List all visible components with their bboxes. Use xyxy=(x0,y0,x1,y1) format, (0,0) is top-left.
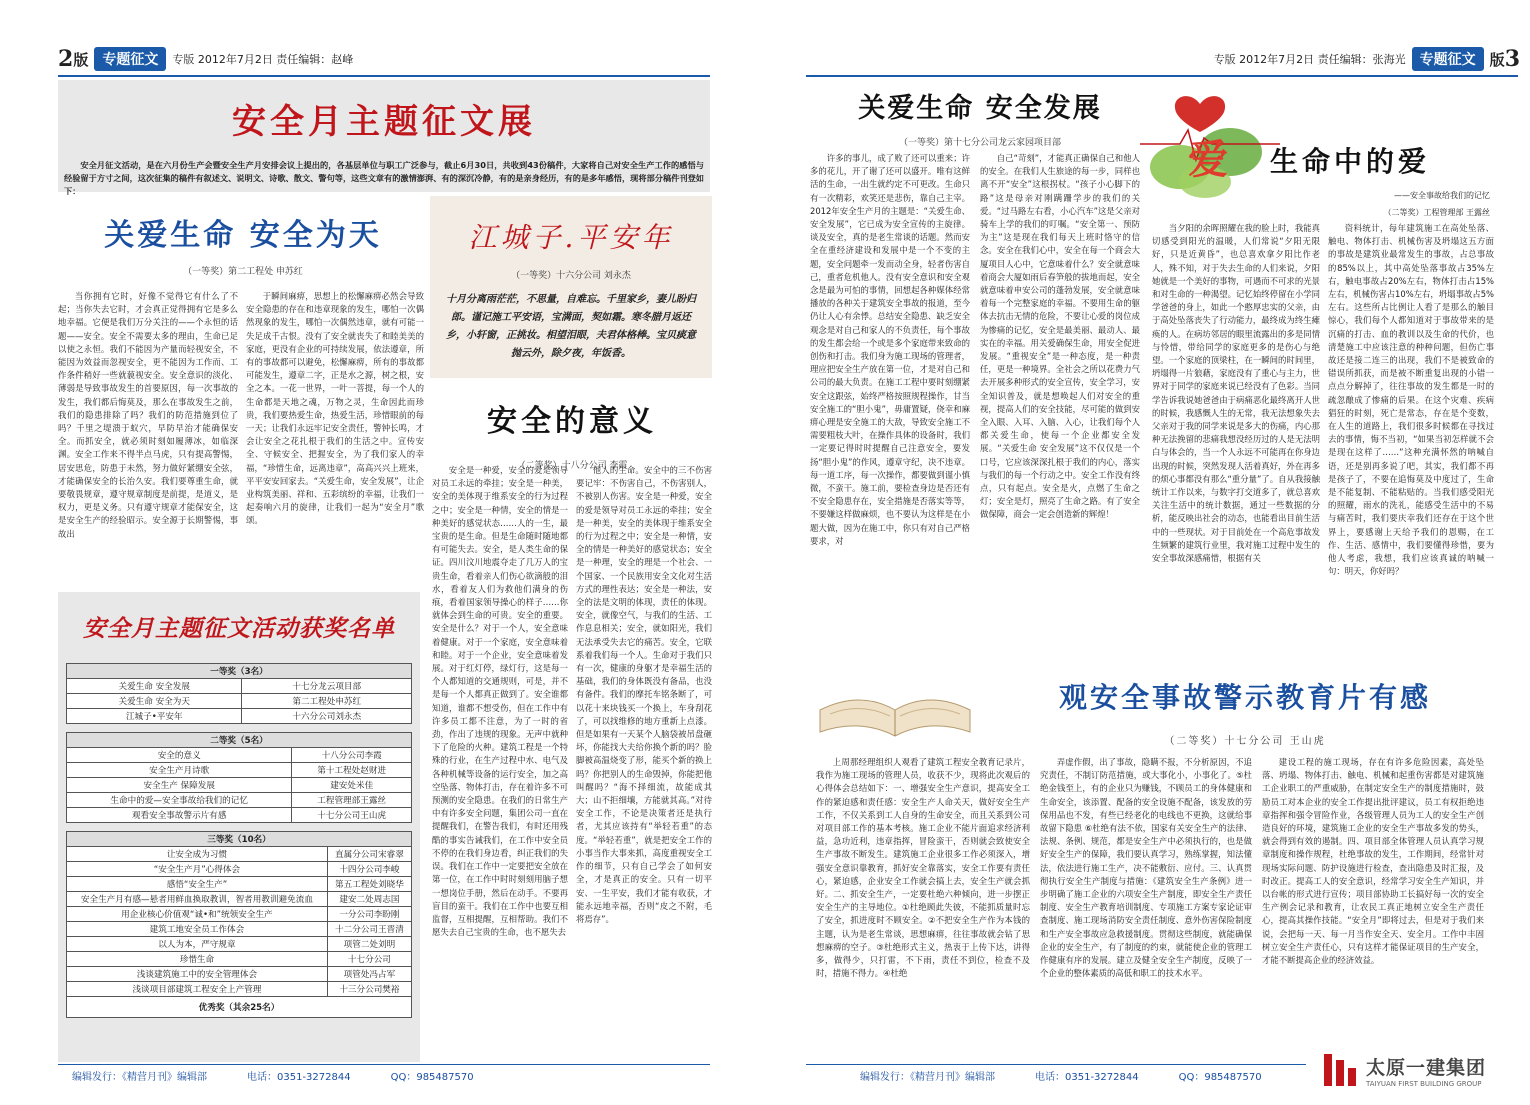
award-article: 安全的意义 xyxy=(67,748,292,763)
table-row xyxy=(67,808,412,823)
header-info: 专版 2012年7月2日 责任编辑：赵峰 xyxy=(172,53,354,66)
award-article: 以人为本，严守规章 xyxy=(67,937,328,952)
r-article-3-byline: （二等奖）十七分公司 王山虎 xyxy=(1164,736,1326,747)
table-row xyxy=(67,847,412,862)
award-article: 关爱生命 安全发展 xyxy=(67,679,242,694)
awards-table-1 xyxy=(66,663,412,724)
award-article: 感悟“安全生产” xyxy=(67,877,328,892)
r-article-1-byline: （一等奖）第十七分公司龙云家园项目部 xyxy=(898,138,1061,148)
award-winner: 第十工程处赵财进 xyxy=(292,763,412,778)
article-3-col1-text: 安全是一种爱，安全的爱是领导对员工永远的牵挂；安全是一种美，安全的美体现于维系安全的行为过程之中；安全是一种情，安全的情是一种美好的感觉状态……人的一生，最宝贵的是生命。但是生命随时随地都有可能失去。安全，是人类生命的保证。四川汶川地震夺走了几万人的宝贵生命，看着亲人们伤心欲滴般的泪水，看着友人们为救他们满身的伤痕，看着国家领导操心的样子……你就体会到生命的可贵。安全的重要。安全是什么？对于一个人，安全意味着健康。对于一个家庭，安全意味着和睦。对于一个企业，安全意味着发展。对于红灯停，绿灯行，这是每一个人都知道的交通规则，可是，并不是每一个人都真正做到了。安全谁都知道，谁都不想受伤，但在工作中有许多员工都不注意，为了一时的省劲，作出了违规的现象。无声中就种下了危险的火种。建筑工程是一个特殊的行业，在生产过程中水、电气及各种机械等设备的运行安全，加之高空坠落、物体打击，存在着许多不可预测的安全隐患。在我们的日常生产中有许多安全问题，集团公司一直在提醒我们，在警告我们，有时还用残酷的事实告诫我们，在工作中安全员不停的在我们身边看，纠正我们的失误。我们在工作中一定要把安全放在第一位，在工作中时时刻刻用脑子想一想岗位手册，然后在动手。不要再盲目的蛮干。我们在工作中也要互相监督，互相提醒，互相帮助。我们不愿失去自己宝贵的生命，也不愿失去 xyxy=(432,465,568,938)
awards-tables xyxy=(66,663,412,1018)
footer-qq: QQ：985487570 xyxy=(1178,1072,1262,1083)
award-winner: 十七分公司 xyxy=(327,952,411,967)
table-row xyxy=(67,694,412,709)
award-article: 安全生产月有感—悬者用鲜血换取教训，智者用教训避免流血 xyxy=(67,892,328,907)
footer-publisher: 编辑发行：《精营月刊》编辑部 xyxy=(860,1072,995,1083)
article-1-byline: （一等奖）第二工程处 申苏红 xyxy=(183,267,303,277)
right-page xyxy=(790,0,1530,1105)
award-winner: 建安处米佳 xyxy=(292,778,412,793)
r-article-2-col2 xyxy=(1328,222,1494,662)
award-winner: 十三分公司樊裕 xyxy=(327,982,411,997)
article-1-col2-text: 于瞬间麻痹，思想上的松懈麻痹必然会导致安全隐患的存在和违章现象的发生，哪怕一次偶然现象的发生，哪怕一次偶然违章，就有可能一失足成千古恨。没有了安全就丧失了和睦美美的家庭，更没有企业的可持续发展，依法遵章，所有的事故都可以避免，松懈麻痹，所有的事故都可能发生，遵章二字，正是水之源，树之根，安全之本。一花一世界，一叶一菩提，每一个人的生命都是天地之魂，万物之灵，生命因此而珍贵，我们要热爱生命，热爱生活，珍惜眼前的每一天；让我们永远牢记安全责任，警钟长鸣，才会让安全之花扎根于我们的生活之中。宣传安全、守候安全、把握安全，为了我们家人的幸福，“珍惜生命，远离违章”，高高兴兴上班来，平平安安回家去。“关爱生命，安全发展”，让企业构筑美丽、祥和、五彩缤纷的幸福，让我们一起奏响六月的旋律，让我们一起为“安全月”歌颂。 xyxy=(246,291,424,526)
table-row xyxy=(67,748,412,763)
award-winner: 第五工程处刘晓华 xyxy=(327,877,411,892)
r-article-1-col1-text: 许多的事儿，成了败了还可以重来；许多的花儿，开了谢了还可以盛开。唯有这鲜活的生命，一出生就约定不可更改。生命只有一次精彩，欢笑还是悲伤，靠自己主宰。2012年安全生产月的主题是：“关爱生命、安全发展”，它已成为安全宣传的主旋律。谈及安全，真的是老生常谈的话题。然而安全在重经济建设和发展中是一个不变的主题，安全问题牵一发而动全身，轻者伤害自己，重者危机他人。没有安全意识和安全观念是最为可怕的事情，回想起各种媒体经常播放的各种关于建筑安全事故的报道，至今仍让人心有余悸。总结安全隐患、缺乏安全观念是对自己和家人的不负责任，每个事故的发生都会给一个或是多个家庭带来致命的创伤和打击。我们身为施工现场的管理者，理应把安全生产放在第一位，才是对自己和公司的最大负责。在施工工程中要时刻绷紧安全这跟弦，始终严格按照规程操作，甘当安全施工的“胆小鬼”，毋庸置疑，侥幸和麻痹心理是安全施工的大敌，导致安全施工不需要粗枝大叶，在操作具体的设备时，我们一定要记得时时提醒自己注意安全，要发扬“胆小鬼”的作风，遵章守纪，决不违章。每一道工序，每一次操作，都要做到谨小慎微，不蛮干。施工前，要检查身边是否还有不安全隐患存在，安全措施是否落实等等，不要嫌这样做麻烦，也不要认为这样是在小题大做，因为在施工中，你只有对自己严格要求，对 xyxy=(810,153,970,546)
poem-title: 江城子.平安年 xyxy=(468,221,674,254)
award-winner: 第二工程处申苏红 xyxy=(242,694,412,709)
award-winner: 项管二处刘明 xyxy=(327,937,411,952)
r-article-2 xyxy=(1270,140,1490,218)
r-article-1-title: 关爱生命 安全发展 xyxy=(858,93,1102,124)
award-winner: 十四分公司李峻 xyxy=(327,862,411,877)
r-article-3-col1-text: 上周那经理组织人观看了建筑工程安全教育记录片，我作为施工现场的管理人员，收获不少，现将此次观后的心得体会总结如下：一、增强安全生产意识，提高安全工作的紧迫感和责任感：安全生产人命关天，做好安全生产工作，不仅关系到工人自身的生命安全，而且关系到公司对项目部工作的基本考核。施工企业不能片面追求经济利益，急功近利，违章指挥，冒险蛮干，否则就会致使安全生产事故不断发生。建筑施工企业很多工作必须深入，增强安全意识靠教育，抓好安全靠落实，安全工作要有责任心，紧迫感，企业安全工作就会搞上去，安全生产就会抓好。二、抓安全生产，一定要杜绝六种倾向，进一步摆正安全生产的主导地位。①杜绝顾此失彼，不能抓质量时忘了安全，抓进度时不顾安全。②不把安全生产作为本钱的主题，认为是老生常谈，思想麻痹，往往事故就会钻了思想麻痹的空子。③杜绝形式主义，热衷于上传下达，讲得多，做得少，只打雷，不下雨，责任不到位，检查不及时，措施不得力。④杜绝 xyxy=(816,757,1030,979)
award-article: 安全生产 保障发展 xyxy=(67,778,292,793)
company-logo xyxy=(1320,1044,1525,1096)
table-row xyxy=(67,982,412,997)
r-article-2-col2-text: 资料统计，每年建筑施工在高处坠落、触电、物体打击、机械伤害及坍塌这五方面的事故是建筑业最常发生的事故，占总事故的85%以上，其中高处坠落事故占35%左右，触电事故占20%左右，物体打击占15%左右，机械伤害占10%左右，坍塌事故占5%左右。这些所占比例让人看了是那么的触目惊心，我们每个人都知道对于事故带来的是沉痛的打击、血的教训以及生命的代价，也清楚施工中应该注意的种种问题，但伤亡事故还是接二连三的出现，我们不是被致命的错误所抓获，而是被不断重复出现的小错一点点分解掉了，往往事故的发生都是一时的疏忽酿成了惨痛的后果。在这个灾难、疾病猖狂的时刻，死亡是常态，存在是个变数，在人生的道路上，我们很多时候都在寻找过去的事情，悔不当初，“如果当初怎样就不会是现在这样了……”这种充满怀然的呐喊自语，还是别再多说了吧，其实，我们都不再是孩子了，不要在追悔莫及中度过了，生命是不能复制、不能粘贴的。当我们感受阳光的照耀，雨水的洗礼，能感受生活中的不易与痛苦时，我们要庆幸我们还存在于这个世界上，要感谢上天给予我们的恩赐，在工作、生活、感情中，我们要懂得珍惜，要为他人考虑，我想，我们应该真诚的呐喊一句：明天，你好吗？ xyxy=(1328,223,1494,577)
article-3-col2-text: 他人的生命。安全中的三不伤害要记牢：不伤害自己，不伤害别人，不被别人伤害。安全是一种爱，安全的爱是领导对员工永远的牵挂；安全是一种美，安全的美体现于维系安全的行为过程之中；安全是一种情，安全的情是一种美好的感觉状态；安全是一种理，安全的理是一个社会、一个国家、一个民族用安全文化对生活方式的理性表达；安全是一种法，安全的法是文明的体现，责任的体现。安全，就像空气，与我们的生活、工作息息相关；安全，就如阳光，我们无法承受失去它的痛苦。安全，它联系着我们每一个人。生命对于我们只有一次，健康的身躯才是幸福生活的基础，我们的身体既没有备品，也没有备件。我们的摩托车铭条断了，可以花十来块钱买一个换上，车身刮花了，可以找维修的地方重新上点漆。但是如果有一天某个人脑袋被吊盘砸坏，你能找大夫给你换个新的吗？脸脚被高温烧变了形，能买个新的换上吗？你把别人的生命毁掉，你能把他叫醒吗？“海不择细流，故能成其大；山不拒细壤，方能就其高。”对待安全工作，不论是决策者还是执行者，尤其应该持有“举轻若重”的态度。“举轻若重”，就是把安全工作的小事当作大事来抓，高度重视安全工作的细节，只有自己学会了如何安全，才是真正的安全。只有一切平安、一生平安，我们才能有收获，才能永远地幸福，否则“皮之不附，毛将焉存”。 xyxy=(576,465,712,924)
header-rule xyxy=(58,75,710,77)
award-winner: 十七分龙云项目部 xyxy=(242,679,412,694)
header-info: 专版 2012年7月2日 责任编辑：张海光 xyxy=(1213,53,1406,66)
left-header xyxy=(58,44,758,74)
love-char: 爱 xyxy=(1188,136,1228,183)
awards-title: 安全月主题征文活动获奖名单 xyxy=(83,615,395,642)
footer-publisher: 编辑发行：《精营月刊》编辑部 xyxy=(72,1072,207,1083)
footer-qq: QQ：985487570 xyxy=(390,1072,474,1083)
r-article-2-title: 生命中的爱 xyxy=(1270,145,1431,178)
r-article-2-subtitle: ——安全事故给我们的记忆 xyxy=(1394,191,1490,200)
awards-group-header: 二等奖（5名） xyxy=(67,733,412,748)
article-1-col1-text: 当你拥有它时，好像不觉得它有什么了不起；当你失去它时，才会真正觉得拥有它是多么地幸福。它便是我们万分关注的——个永恒的话题——安全。安全不需要太多的理由，生命已足以使之永恒。我们不能因为产量而轻视安全，不能因为效益而忽视安全，更不能因为工作而、工作条件稍好一些就藐视安全。安全意识的淡化、薄弱是导致事故发生的首要原因，每一次事故的发生，我们都后悔莫及，那么在事故发生之前，我们的隐患排除了吗？我们的防范措施到位了吗？千里之堤溃于蚁穴，早防早治才能确保安全。而抓安全，就必须时刻如履薄冰，如临深渊。安全工作来不得半点马虎，只有提高警惕，居安思危，防患于未然，努力做好紧绷安全弦，才能确保安全的长治久安。我们要尊重生命，就要敬畏规章，遵守规章制度是前提，是道义，是权力，更是义务。只有遵守规章才能保安全，这是安全生产的经验昭示。安全源于长期警惕，事故出 xyxy=(58,291,238,539)
ban-label: 版 xyxy=(73,50,89,69)
logo-mark-icon xyxy=(1320,1050,1360,1090)
poem-box xyxy=(430,196,712,378)
r-article-1-col2 xyxy=(980,152,1140,662)
awards-box xyxy=(58,592,420,1062)
award-article: “安全生产月”心得体会 xyxy=(67,862,328,877)
award-article: 江城子•平安年 xyxy=(67,709,242,724)
article-1-col2 xyxy=(246,290,424,580)
awards-table-3 xyxy=(66,831,412,1018)
award-winner: 十二分公司王晋清 xyxy=(327,922,411,937)
main-title: 安全月主题征文展 xyxy=(232,102,536,142)
left-page xyxy=(0,0,760,1105)
award-article: 浅谈项目部建筑工程安全上产管理 xyxy=(67,982,328,997)
page-number: 3 xyxy=(1504,46,1520,72)
page-number: 2 xyxy=(58,46,74,72)
excellent-award: 优秀奖（其余25名） xyxy=(67,997,412,1018)
footer-phone: 电话：0351-3272844 xyxy=(1035,1072,1139,1083)
section-tag: 专题征文 xyxy=(1412,47,1484,71)
r-article-3 xyxy=(990,676,1500,747)
article-3 xyxy=(432,396,712,471)
r-article-3-col3 xyxy=(1262,756,1484,1056)
table-row xyxy=(67,778,412,793)
table-row xyxy=(67,967,412,982)
left-footer xyxy=(72,1068,474,1083)
table-row xyxy=(67,709,412,724)
header-rule xyxy=(806,75,1518,77)
poem-byline: （一等奖）十六分公司 刘永杰 xyxy=(511,271,631,281)
award-winner: 工程管理部王露丝 xyxy=(292,793,412,808)
award-article: 浅谈建筑施工中的安全管理体会 xyxy=(67,967,328,982)
footer-rule xyxy=(806,1064,1306,1065)
article-1-col1 xyxy=(58,290,238,580)
r-article-3-col1 xyxy=(816,756,1030,1056)
award-winner: 直属分公司宋睿翠 xyxy=(327,847,411,862)
award-article: 用企业核心价值观“诚•和”统领安全生产 xyxy=(67,907,328,922)
r-article-2-col1 xyxy=(1152,222,1320,662)
right-footer xyxy=(860,1068,1262,1083)
table-row xyxy=(67,907,412,922)
footer-phone: 电话：0351-3272844 xyxy=(247,1072,351,1083)
r-article-3-col2 xyxy=(1040,756,1252,1056)
article-1-title: 关爱生命 安全为天 xyxy=(104,218,382,253)
r-article-3-title: 观安全事故警示教育片有感 xyxy=(1058,681,1431,714)
ban-label: 版 xyxy=(1489,50,1505,69)
awards-table-2 xyxy=(66,732,412,823)
table-row xyxy=(67,877,412,892)
r-article-2-byline: （二等奖）工程管理部 王露丝 xyxy=(1383,208,1490,217)
table-row xyxy=(67,763,412,778)
award-article: 珍惜生命 xyxy=(67,952,328,967)
r-article-2-col1-text: 当夕阳的余晖照耀在我的脸上时，我能真切感受到阳光的温暖，人们常说“夕阳无限好，只是近黄昏”，也总喜欢拿夕阳比作老人，殊不知，对于失去生命的人们来说，夕阳她就是一个美好的事物，可遇而不可求的光景和对生命的一种渴望。记忆始终停留在小学同学爸爸的身上，如此一个憨厚忠实的父亲，由于高处坠落丧失了行动能力，最终成为终生瘫痪的人。在病坊邻居的眼里流露出的多是同情与怜惜，带给同学的家庭更多的是伤心与绝望。一个家庭的顶梁柱，在一瞬间的时间里，坍塌得一片狼藉，家庭没有了重心与主力，世界对于同学的家庭来说已经没有了色彩。当同学告诉我说她爸爸由于病痛恶化最终离开人世的时候，我感慨人生的无常，我无法想象失去父亲对于我的同学来说是多大的伤痛，内心那种无法挽留的悲痛我想没经历过的人是无法明白与体会的，当一个人永远不可能再在你身边出现的时候，突然发现人活着真好，外在再多的烦心事都没有那么“重分量”了。自从我接触统计工作以来，与数字打交道多了，就总喜欢关注生活中的统计数据，通过一些数据的分析，能反映出社会的动态，也能看出目前生活中的一些现状。对于目前处在一个高危事故发生频繁的建筑行业里，我对施工过程中发生的安全事故深感痛惜，根据有关 xyxy=(1152,223,1320,564)
right-header xyxy=(1120,44,1520,74)
intro-text: 安全月征文活动，是在六月份生产会暨安全生产月安排会议上提出的，各基层单位与职工广泛参与，截止6月30日，共收到43份稿件，大家将自己对安全生产工作的感悟与经验留于方寸之间，这次征集的稿件有叙述文、说明文、诗歌、散文、警句等，这些文章有的激情澎湃、有的深沉冷静，有的是亲身经历，有的是多年感悟，现将部分稿件刊登如下： xyxy=(64,160,704,196)
article-3-col1 xyxy=(432,464,568,1056)
footer-rule xyxy=(58,1064,710,1065)
award-article: 关爱生命 安全为天 xyxy=(67,694,242,709)
award-winner: 十七分公司王山虎 xyxy=(292,808,412,823)
table-row xyxy=(67,862,412,877)
awards-group-header: 三等奖（10名） xyxy=(67,832,412,847)
awards-group-header: 一等奖（3名） xyxy=(67,664,412,679)
award-winner: 建安二处周志国 xyxy=(327,892,411,907)
award-article: 生命中的爱—安全事故给我们的记忆 xyxy=(67,793,292,808)
table-row xyxy=(67,892,412,907)
table-row xyxy=(67,793,412,808)
article-1 xyxy=(58,210,428,277)
award-article: 安全生产月诗歌 xyxy=(67,763,292,778)
table-row xyxy=(67,952,412,967)
award-article: 让安全成为习惯 xyxy=(67,847,328,862)
r-article-3-col3-text: 建设工程的施工现场，存在有许多危险因素，高处坠落、坍塌、物体打击、触电、机械和起重伤害都是对建筑施工企业职工的严重威胁，在制定安全生产的制度措施时，鼓励员工对本企业的安全工作提出批评建议，员工有权拒绝违章指挥和强令冒险作业，各级管理人员为工人的安全生产创造良好的环境，建筑施工企业的安全生产事故多发的势头，就会得到有效的遏制。四、项目部全体管理人员认真学习规章制度和操作规程，杜绝事故的发生，工作期间，经常针对现场实际问题、防护设施进行检查，查出隐患及时汇报，及时改正。提高工人的安全意识，经常学习安全生产知识，并以台帐的形式进行宣传；项目部协助工长搞好每一次的安全生产例会记录和教育，让农民工真正地树立安全生产责任心，提高其操作技能。“安全月”即将过去，但是对于我们来说，会把每一天、每一月当作安全天、安全月。工作中丰固树立安全生产责任心，只有这样才能保证项目的生产安全，才能不断提高企业的经济效益。 xyxy=(1262,757,1484,966)
award-winner: 一分公司李盼刚 xyxy=(327,907,411,922)
r-article-3-col2-text: 弄虚作假，出了事故，隐瞒不报，不分析原因，不追究责任，不制订防范措施，或大事化小，小事化了。⑤杜绝金钱至上，有的企业只为赚钱，不顾员工的身体健康和生命安全，该添置、配备的安全设施不配备，该发放的劳保用品也不发，有些已经老化的电线也不更换，这就给事故留下隐患 ⑥杜绝有法不依，国家有关安全生产的法律、法规、条例、规范，都是安全生产中必须执行的，也是做好安全生产的保障，我们要认真学习，熟练掌握，知法懂法，依法进行施工生产，决不能敷衍、应付。三、认真贯彻执行安全生产制度与措施：《建筑安全生产条例》进一步明确了施工企业的六项安全生产制度，即安全生产责任制度、安全生产教育培训制度、专项施工方案专家论证审查制度、施工现场消防安全责任制度、意外伤害保险制度和生产安全事故应急救援制度。贯彻这些制度，就能确保企业的安全生产，有了制度的约束，就能使企业的管理工作健康有序的发展。建立及健全安全生产制度，反映了一个企业的整体素质的高低和职工的技术水平。 xyxy=(1040,757,1252,979)
article-3-title: 安全的意义 xyxy=(487,404,657,439)
award-winner: 十六分公司刘永杰 xyxy=(242,709,412,724)
intro-box xyxy=(58,80,710,196)
open-book-icon xyxy=(810,670,980,745)
r-article-1 xyxy=(810,86,1150,148)
table-row xyxy=(67,922,412,937)
logo-english: TAIYUAN FIRST BUILDING GROUP xyxy=(1366,1079,1482,1088)
section-tag: 专题征文 xyxy=(94,47,166,71)
table-row xyxy=(67,937,412,952)
award-winner: 项管处冯占军 xyxy=(327,967,411,982)
award-winner: 十八分公司李霞 xyxy=(292,748,412,763)
article-3-col2 xyxy=(576,464,712,1056)
poem-text: 十月分离雨茫茫，不思量，自难忘。千里家乡，妻儿盼归郎。谨记施工平安语，宝满面，契如霜。寒冬腊月返还乡，小轩窗，正挑妆。相望泪眼，夫君体格棒。宝贝痰意抛云外，除夕夜，年饭香。 xyxy=(446,294,696,359)
love-heart-graphic xyxy=(1140,82,1280,202)
r-article-1-col2-text: 自己“苛刻”，才能真正确保自己和他人的安全。在我们人生旅途的每一步，同样也离不开“安全”这根拐杖。“孩子小心脚下的路”这是母亲对刚蹒跚学步的我们的关爱。“过马路左右看，小心汽车”这是父亲对骑车上学的我们的叮嘱。“安全第一、预防为主”这是现在我们每天上班时恪守的信念。安全在我们心中，安全在每一个商会大厦项目人心中，它意味着什么？安全就意味着商会大厦如雨后春笋般的拔地而起，安全就意味着申安公司的蓬勃发展，安全就意味着每一个完整家庭的幸福。不要用生命的躯体去抗击无情的危险，不要让心爱的岗位成为惨痛的记忆，安全是最美丽、最动人、最实在的幸福。用关爱确保生命，用安全促进发展。“重视安全”是一种态度，是一种责任，更是一种境界。全社会之所以花费力气去开展多种形式的安全宣传，安全学习，安全知识普及，就是想唤起人们对安全的重视，提高人们的安全技能，尽可能的做到安全入眼、入耳、入脑、入心，让我们每个人都关爱生命，使每一个企业都安全发展。“关爱生命 安全发展”这不仅仅是一个口号，它应该深深扎根于我们的内心，落实与我们的每一个行动之中。安全工作没有终点，只有起点。安全是火，点燃了生命之灯；安全是灯，照亮了生命之路。有了安全做保障，商会一定会创造新的辉煌！ xyxy=(980,153,1140,520)
award-article: 建筑工地安全员工作体会 xyxy=(67,922,328,937)
table-row xyxy=(67,679,412,694)
award-article: 观看安全事故警示片有感 xyxy=(67,808,292,823)
article-3-byline: （二等奖）十八分公司 李霞 xyxy=(516,461,628,471)
r-article-1-col1 xyxy=(810,152,970,662)
logo-name: 太原一建集团 xyxy=(1366,1056,1487,1079)
